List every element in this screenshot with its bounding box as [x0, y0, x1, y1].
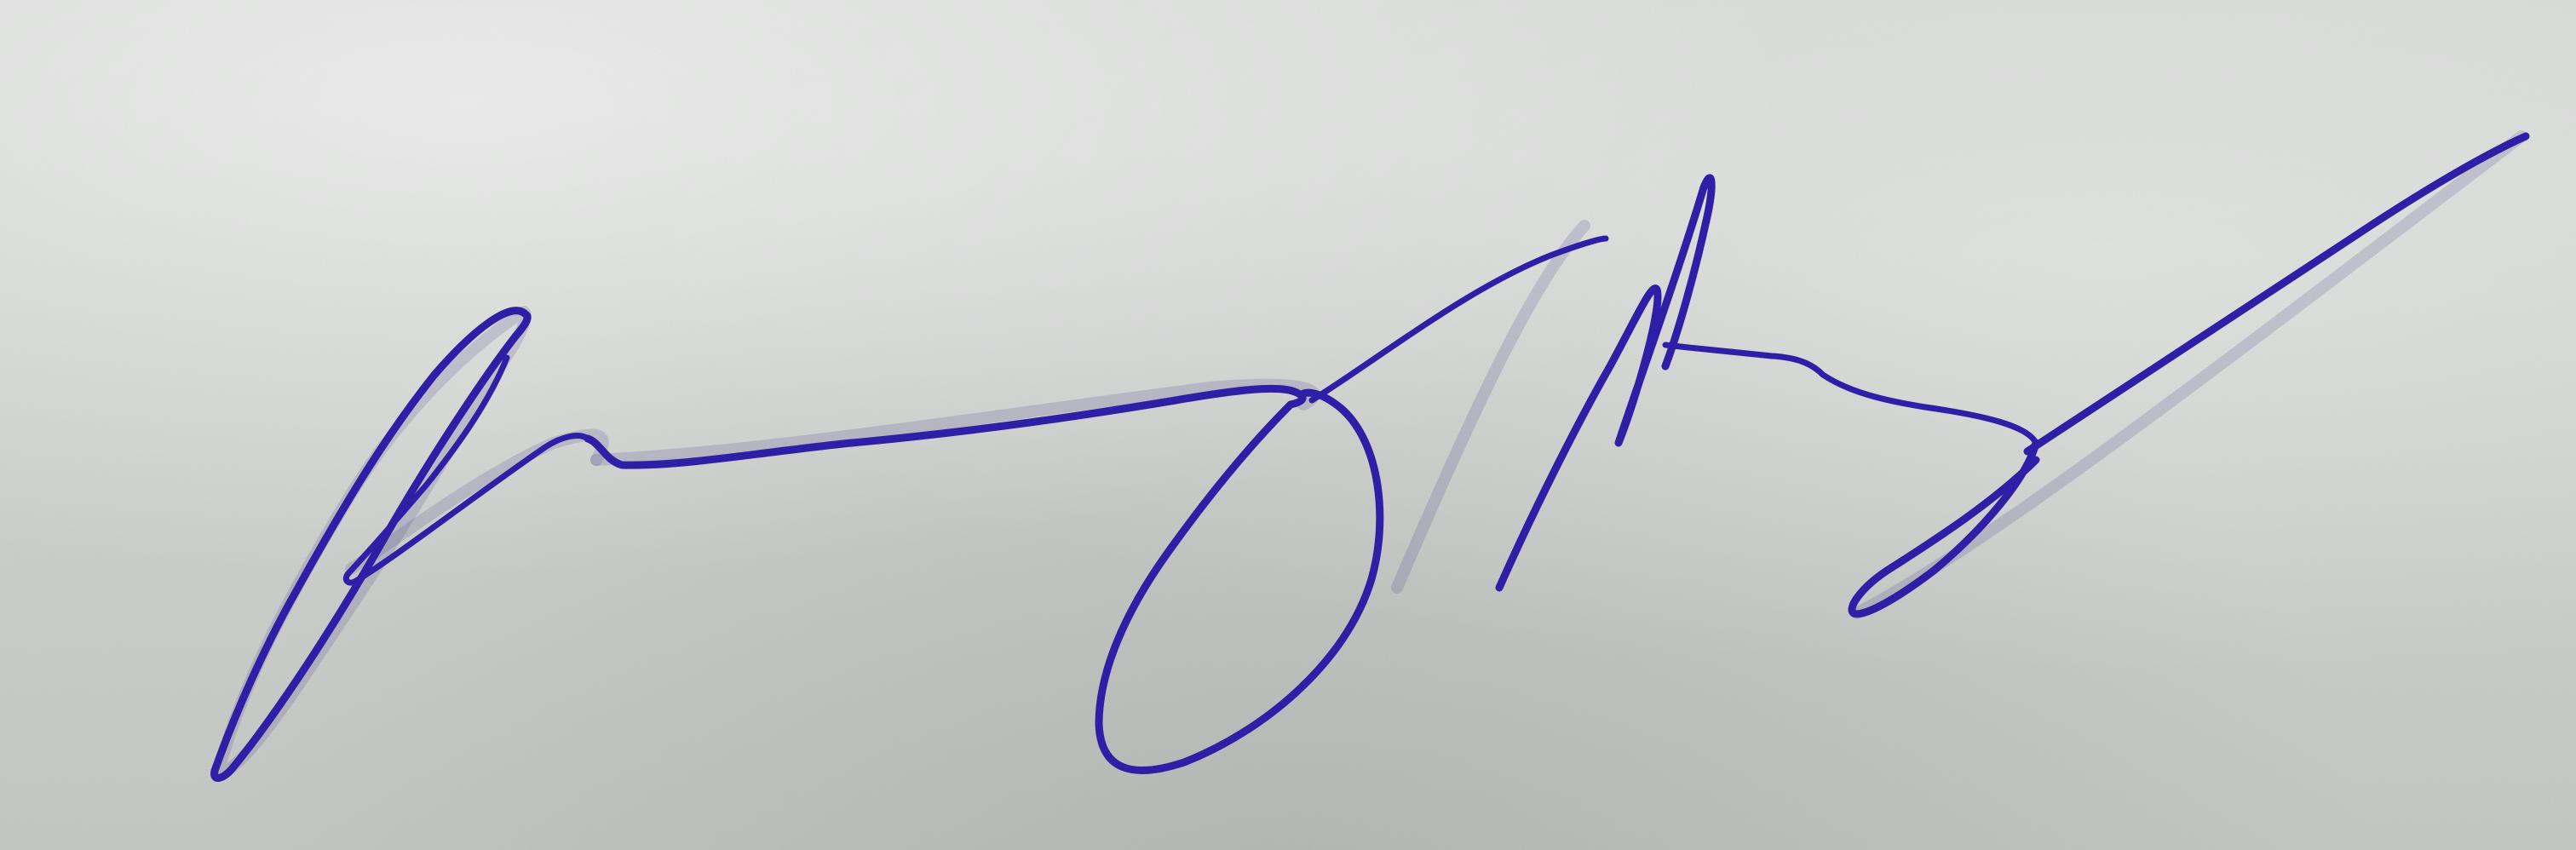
signature-stroke-crossbar — [1665, 345, 2036, 443]
signature-stroke-final-loop — [1852, 443, 2036, 614]
signature-stroke-descender-loop — [1099, 393, 1380, 770]
